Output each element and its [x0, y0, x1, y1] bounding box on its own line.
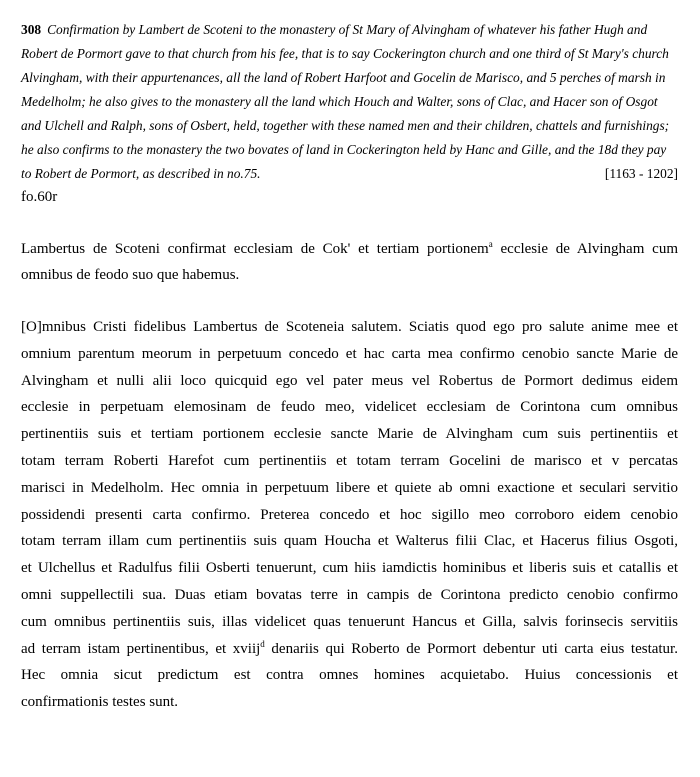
- charter-line: confirmationis testes sunt.: [21, 694, 179, 711]
- charter-line: possidendi presenti carta confirmo. Preterea concedo et hoc sigillo meo corroboro eidem cenobio: [21, 506, 678, 523]
- summary-line: he also confirms to the monastery the two bovates of land in Cockerington held by Hanc and Gille, and the 18d they pay: [21, 142, 667, 157]
- charter-line: cum omnibus pertinentiis suis, illas videlicet quas tenuerunt Hancus et Gilla, salvis forinsecis servitiis: [21, 613, 678, 630]
- summary-final-line: [21, 162, 678, 186]
- folio-reference: fo.60r: [21, 189, 58, 205]
- charter-line: omnium parentum meorum in perpetuum concedo et hac carta mea confirmo cenobio sancte Marie de: [21, 345, 678, 362]
- charter-text: [21, 314, 678, 716]
- summary-line: Robert de Pormort gave to that church from his fee, that is to say Cockerington church and one third of St Mary's church: [21, 46, 669, 61]
- charter-line: pertinentiis suis et tertiam portionem ecclesie sancte Marie de Alvingham cum suis pertinentiis et: [21, 426, 678, 443]
- entry-summary: [21, 18, 678, 186]
- charter-line: Alvingham et nulli alii loco quicquid ego vel pater meus vel Robertus de Pormort dedimus eidem: [21, 372, 678, 389]
- rubric-line: Lambertus de Scoteni confirmat ecclesiam de Cok' et tertiam portionem$^a$ ecclesie de Alvingham cum: [21, 239, 679, 257]
- rubric-line: omnibus de feodo suo que habemus.: [21, 267, 240, 283]
- date-range: [1163 - 1202]: [604, 166, 678, 181]
- charter-line: ecclesie in perpetuam elemosinam de feudo meo, videlicet ecclesiam de Corintona cum omnibus: [21, 399, 678, 416]
- summary-line: Alvingham, with their appurtenances, all the land of Robert Harfoot and Gocelin de Marisco, and 5 perches of marsh in: [21, 70, 666, 85]
- charter-line: totam terram Roberti Harefot cum pertinentiis et totam terram Gocelini de marisco et v percatas: [21, 452, 678, 469]
- summary-line: Medelholm; he also gives to the monastery all the land which Houch and Walter, sons of Clac, and Hacer son of Osgot: [21, 94, 658, 109]
- charter-line: [O]mnibus Cristi fidelibus Lambertus de Scoteneia salutem. Sciatis quod ego pro salute anime mee et: [21, 319, 678, 335]
- rubric: [21, 236, 678, 288]
- charter-line: omni suppellectili sua. Duas etiam bovatas terre in campis de Corintona predicto cenobio confirmo: [21, 586, 678, 603]
- charter-line: ad terram istam pertinentibus, et xviij$^d$ denariis qui Roberto de Pormort debentur uti carta eius testatur.: [21, 638, 678, 657]
- summary-final-text: to Robert de Pormort, as described in no.75.: [21, 166, 261, 181]
- charter-line: Hec omnia sicut predictum est contra omnes homines acquietabo. Huius concessionis et: [21, 667, 678, 684]
- charter-line: marisci in Medelholm. Hec omnia in perpetuum libere et quiete ab omni exactione et seculari servitio: [21, 479, 678, 496]
- footnote-marker: d: [260, 638, 265, 649]
- charter-line: totam terram illam cum pertinentiis suis quam Houcha et Walterus filii Clac, et Hacerus filius Osgoti,: [21, 533, 678, 550]
- charter-line: et Ulchellus et Radulfus filii Osberti tenuerunt, cum hiis iamdictis hominibus et liberis suis et catallis et: [21, 560, 678, 577]
- summary-line: and Ulchell and Ralph, sons of Osbert, held, together with these named men and their children, chattels and furnishings;: [21, 118, 670, 133]
- footnote-marker: a: [488, 239, 493, 249]
- summary-line: 308 Confirmation by Lambert de Scoteni to the monastery of St Mary of Alvingham of whatever his father Hugh and: [21, 22, 648, 37]
- entry-number: 308: [21, 22, 42, 37]
